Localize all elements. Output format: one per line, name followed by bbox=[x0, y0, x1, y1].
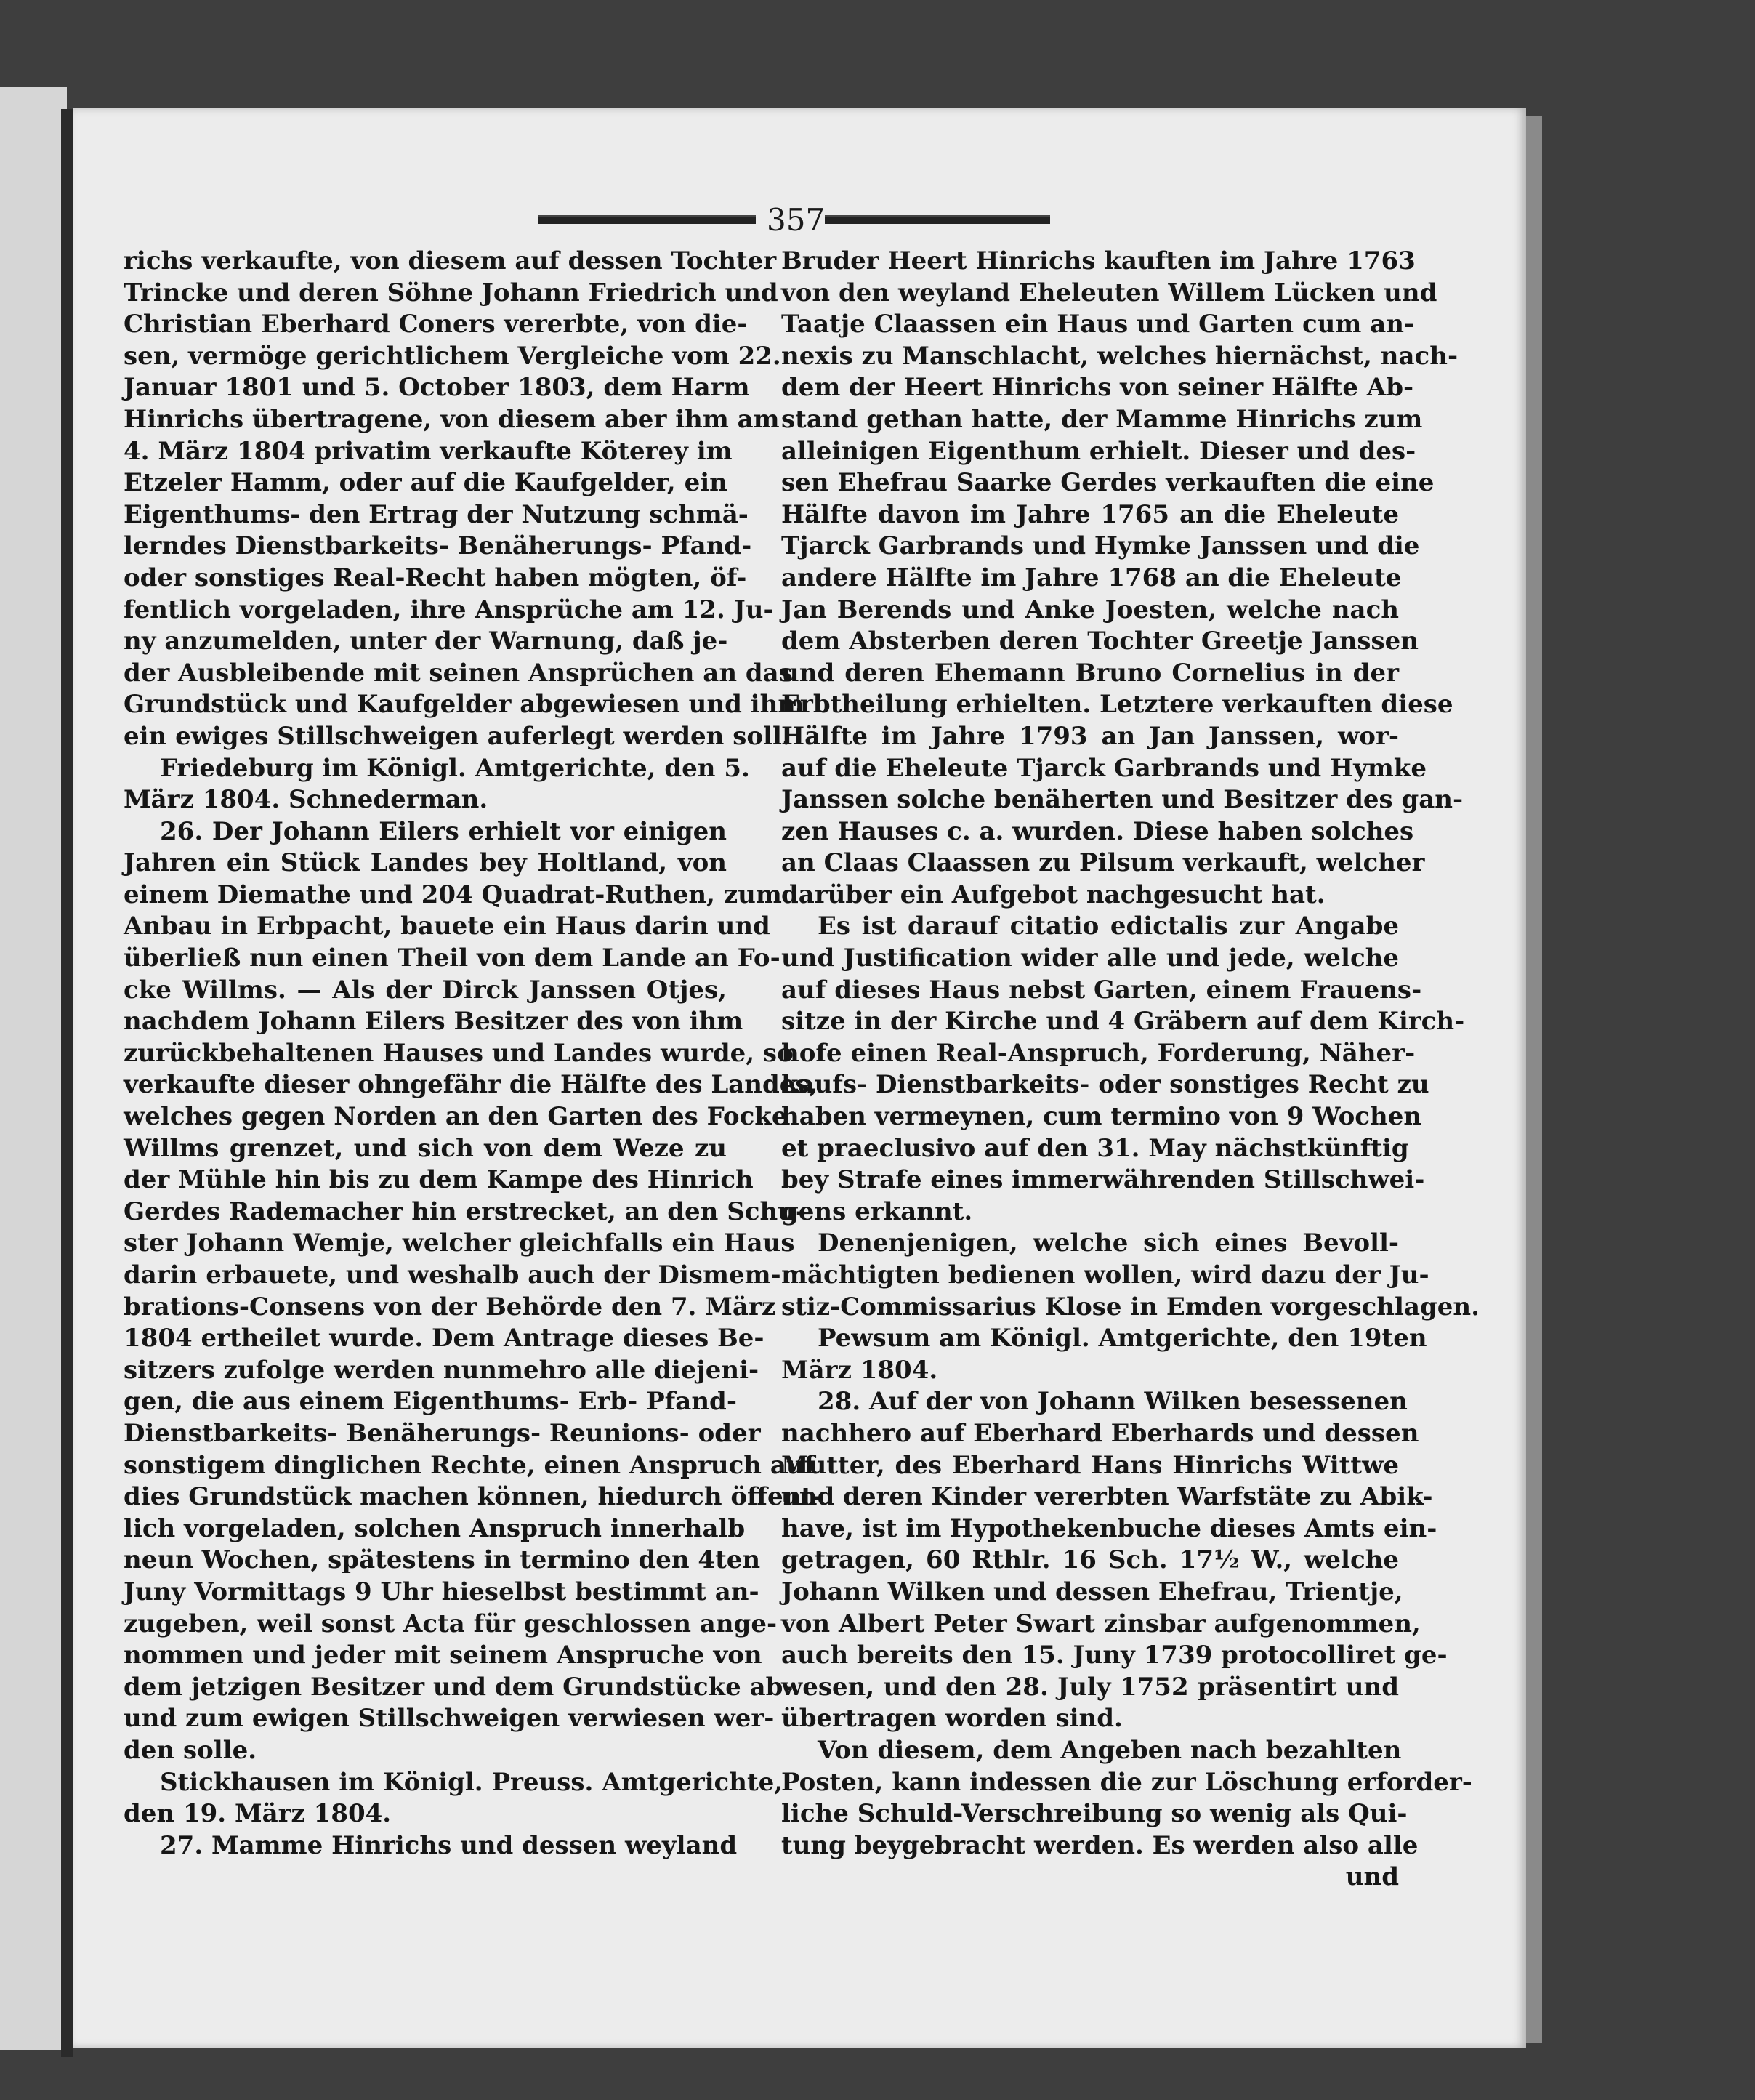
text-line: Hälfte davon im Jahre 1765 an die Eheleute bbox=[781, 499, 1399, 529]
text-line: tung beygebracht werden. Es werden also alle bbox=[781, 1830, 1419, 1860]
text-line: Trincke und deren Söhne Johann Friedrich und bbox=[124, 278, 778, 307]
text-line: sen Ehefrau Saarke Gerdes verkauften die eine bbox=[781, 468, 1435, 498]
text-line: auf die Eheleute Tjarck Garbrands und Hymke bbox=[781, 753, 1427, 783]
text-line: überließ nun einen Theil von dem Lande an Fo- bbox=[124, 944, 780, 973]
text-line: et praeclusivo auf den 31. May nächstkünftig bbox=[781, 1133, 1409, 1163]
text-line: Grundstück und Kaufgelder abgewiesen und ihm bbox=[124, 690, 804, 720]
header-rule-left bbox=[538, 215, 756, 224]
text-line: richs verkaufte, von diesem auf dessen Tochter bbox=[124, 246, 777, 275]
text-line: nachhero auf Eberhard Eberhards und dessen bbox=[781, 1418, 1419, 1448]
text-line: verkaufte dieser ohngefähr die Hälfte des Landes, bbox=[124, 1070, 818, 1100]
text-line: zurückbehaltenen Hauses und Landes wurde, so bbox=[124, 1038, 794, 1068]
text-line: Gerdes Rademacher hin erstrecket, an den Schu- bbox=[124, 1196, 807, 1226]
text-line: von den weyland Eheleuten Willem Lücken und bbox=[781, 278, 1437, 307]
text-line: andere Hälfte im Jahre 1768 an die Eheleute bbox=[781, 563, 1402, 592]
text-line: sitze in der Kirche und 4 Gräbern auf dem Kirch- bbox=[781, 1007, 1465, 1037]
text-line: dies Grundstück machen können, hiedurch öffent- bbox=[124, 1482, 823, 1512]
text-line: Es ist darauf citatio edictalis zur Angabe bbox=[818, 912, 1399, 941]
text-line: Denenjenigen, welche sich eines Bevoll- bbox=[818, 1228, 1399, 1258]
text-line: Janssen solche benäherten und Besitzer des gan- bbox=[781, 785, 1464, 815]
text-line: mächtigten bedienen wollen, wird dazu der Ju- bbox=[781, 1260, 1429, 1290]
text-line: Januar 1801 und 5. October 1803, dem Harm bbox=[124, 373, 750, 403]
text-line: Stickhausen im Königl. Preuss. Amtgerichte, bbox=[160, 1767, 783, 1797]
text-line: nachdem Johann Eilers Besitzer des von ihm bbox=[124, 1007, 743, 1037]
text-line: und deren Ehemann Bruno Cornelius in der bbox=[781, 658, 1399, 688]
text-line: ein ewiges Stillschweigen auferlegt werden soll. bbox=[124, 721, 791, 751]
text-line: Hinrichs übertragene, von diesem aber ihm am bbox=[124, 404, 780, 434]
text-line: 27. Mamme Hinrichs und dessen weyland bbox=[160, 1830, 738, 1860]
text-line: wesen, und den 28. July 1752 präsentirt und bbox=[781, 1672, 1399, 1702]
text-line: Pewsum am Königl. Amtgerichte, den 19ten bbox=[818, 1324, 1427, 1353]
text-line: Dienstbarkeits- Benäherungs- Reunions- oder bbox=[124, 1418, 761, 1448]
text-line: und bbox=[1345, 1862, 1399, 1892]
text-line: Friedeburg im Königl. Amtgerichte, den 5. bbox=[160, 753, 750, 783]
text-line: und Justification wider alle und jede, welche bbox=[781, 944, 1399, 973]
text-line: Taatje Claassen ein Haus und Garten cum an- bbox=[781, 310, 1415, 339]
page-stack-edge bbox=[1526, 116, 1542, 2043]
text-line: dem der Heert Hinrichs von seiner Hälfte Ab- bbox=[781, 373, 1414, 403]
text-line: have, ist im Hypothekenbuche dieses Amts ein- bbox=[781, 1513, 1437, 1543]
text-line: 4. März 1804 privatim verkaufte Köterey im bbox=[124, 436, 733, 466]
text-line: Johann Wilken und dessen Ehefrau, Trientje, bbox=[781, 1577, 1403, 1606]
text-line: neun Wochen, spätestens in termino den 4ten bbox=[124, 1545, 761, 1575]
text-line: bey Strafe eines immerwährenden Stillschwei- bbox=[781, 1165, 1425, 1195]
text-line: 28. Auf der von Johann Wilken besessenen bbox=[818, 1387, 1408, 1417]
text-line: März 1804. bbox=[781, 1355, 938, 1385]
text-line: Von diesem, dem Angeben nach bezahlten bbox=[818, 1735, 1402, 1765]
header-rule-right bbox=[825, 215, 1050, 224]
text-line: ster Johann Wemje, welcher gleichfalls ein Haus bbox=[124, 1228, 795, 1258]
text-line: sen, vermöge gerichtlichem Vergleiche vom 22. bbox=[124, 341, 781, 371]
text-line: Willms grenzet, und sich von dem Weze zu bbox=[124, 1133, 727, 1163]
text-line: Hälfte im Jahre 1793 an Jan Janssen, wor- bbox=[781, 721, 1399, 751]
text-line: Posten, kann indessen die zur Löschung erforder- bbox=[781, 1767, 1472, 1797]
text-line: sonstigem dinglichen Rechte, einen Anspruch auf bbox=[124, 1450, 815, 1480]
text-line: an Claas Claassen zu Pilsum verkauft, welcher bbox=[781, 848, 1425, 878]
text-line: kaufs- Dienstbarkeits- oder sonstiges Recht zu bbox=[781, 1070, 1429, 1100]
text-line: übertragen worden sind. bbox=[781, 1704, 1123, 1734]
text-line: einem Diemathe und 204 Quadrat-Ruthen, zum bbox=[124, 880, 782, 909]
text-line: stiz-Commissarius Klose in Emden vorgeschlagen. bbox=[781, 1292, 1480, 1321]
text-line: Erbtheilung erhielten. Letztere verkauften diese bbox=[781, 690, 1453, 720]
facing-page-fragments bbox=[6, 240, 28, 1621]
text-line: Christian Eberhard Coners vererbte, von die- bbox=[124, 310, 748, 339]
text-line: darüber ein Aufgebot nachgesucht hat. bbox=[781, 880, 1326, 909]
page-number: 357 bbox=[767, 202, 826, 238]
text-line: 26. Der Johann Eilers erhielt vor einigen bbox=[160, 816, 727, 846]
text-line: März 1804. Schnederman. bbox=[124, 785, 488, 815]
text-line: darin erbauete, und weshalb auch der Dismem- bbox=[124, 1260, 781, 1290]
text-line: Anbau in Erbpacht, bauete ein Haus darin und bbox=[124, 912, 770, 941]
text-line: oder sonstiges Real-Recht haben mögten, öf- bbox=[124, 563, 747, 592]
text-line: Mutter, des Eberhard Hans Hinrichs Wittwe bbox=[781, 1450, 1399, 1480]
text-line: zugeben, weil sonst Acta für geschlossen ange- bbox=[124, 1609, 778, 1638]
text-line: 1804 ertheilet wurde. Dem Antrage dieses Be- bbox=[124, 1324, 764, 1353]
text-line: lich vorgeladen, solchen Anspruch innerhalb bbox=[124, 1513, 746, 1543]
text-line: alleinigen Eigenthum erhielt. Dieser und des- bbox=[781, 436, 1416, 466]
text-line: nommen und jeder mit seinem Anspruche von bbox=[124, 1641, 762, 1670]
text-line: und deren Kinder vererbten Warfstäte zu Abik- bbox=[781, 1482, 1433, 1512]
text-line: fentlich vorgeladen, ihre Ansprüche am 12. Ju- bbox=[124, 595, 774, 624]
text-line: getragen, 60 Rthlr. 16 Sch. 17½ W., welche bbox=[781, 1545, 1399, 1575]
text-line: auch bereits den 15. Juny 1739 protocolliret ge- bbox=[781, 1641, 1448, 1670]
left-text-column bbox=[124, 246, 823, 1862]
text-line: lerndes Dienstbarkeits- Benäherungs- Pfand- bbox=[124, 531, 752, 561]
text-line: den solle. bbox=[124, 1735, 257, 1765]
binding-edge bbox=[61, 109, 73, 2057]
text-line: Jahren ein Stück Landes bey Holtland, von bbox=[124, 848, 727, 878]
text-line: stand gethan hatte, der Mamme Hinrichs zum bbox=[781, 404, 1423, 434]
text-line: dem Absterben deren Tochter Greetje Janssen bbox=[781, 627, 1419, 656]
text-line: hofe einen Real-Anspruch, Forderung, Näher- bbox=[781, 1038, 1416, 1068]
text-line: nexis zu Manschlacht, welches hiernächst, nach- bbox=[781, 341, 1459, 371]
text-line: brations-Consens von der Behörde den 7. März bbox=[124, 1292, 776, 1321]
text-line: der Mühle hin bis zu dem Kampe des Hinrich bbox=[124, 1165, 754, 1195]
text-line: Jan Berends und Anke Joesten, welche nach bbox=[781, 595, 1399, 624]
text-line: Eigenthums- den Ertrag der Nutzung schmä- bbox=[124, 499, 749, 529]
book-page bbox=[73, 108, 1526, 2048]
text-line: liche Schuld-Verschreibung so wenig als Qui- bbox=[781, 1799, 1408, 1829]
text-line: der Ausbleibende mit seinen Ansprüchen an das bbox=[124, 658, 793, 688]
text-line: auf dieses Haus nebst Garten, einem Frauens- bbox=[781, 975, 1422, 1005]
text-line: gen, die aus einem Eigenthums- Erb- Pfand- bbox=[124, 1387, 737, 1417]
text-line: welches gegen Norden an den Garten des Focke bbox=[124, 1102, 788, 1132]
text-line: ny anzumelden, unter der Warnung, daß je- bbox=[124, 627, 728, 656]
text-line: cke Willms. — Als der Dirck Janssen Otjes, bbox=[124, 975, 727, 1005]
text-line: zen Hauses c. a. wurden. Diese haben solches bbox=[781, 816, 1414, 846]
text-line: von Albert Peter Swart zinsbar aufgenommen, bbox=[781, 1609, 1421, 1638]
text-line: und zum ewigen Stillschweigen verwiesen wer- bbox=[124, 1704, 775, 1734]
text-line: Etzeler Hamm, oder auf die Kaufgelder, ein bbox=[124, 468, 727, 498]
text-line: Tjarck Garbrands und Hymke Janssen und die bbox=[781, 531, 1420, 561]
text-line: den 19. März 1804. bbox=[124, 1799, 392, 1829]
text-line: gens erkannt. bbox=[781, 1196, 973, 1226]
text-line: Juny Vormittags 9 Uhr hieselbst bestimmt an- bbox=[124, 1577, 759, 1606]
right-text-column bbox=[781, 246, 1480, 1894]
text-line: sitzers zufolge werden nunmehro alle diejeni- bbox=[124, 1355, 759, 1385]
text-line: haben vermeynen, cum termino von 9 Wochen bbox=[781, 1102, 1422, 1132]
text-line: dem jetzigen Besitzer und dem Grundstücke ab- bbox=[124, 1672, 794, 1702]
text-line: Bruder Heert Hinrichs kauften im Jahre 1763 bbox=[781, 246, 1416, 275]
